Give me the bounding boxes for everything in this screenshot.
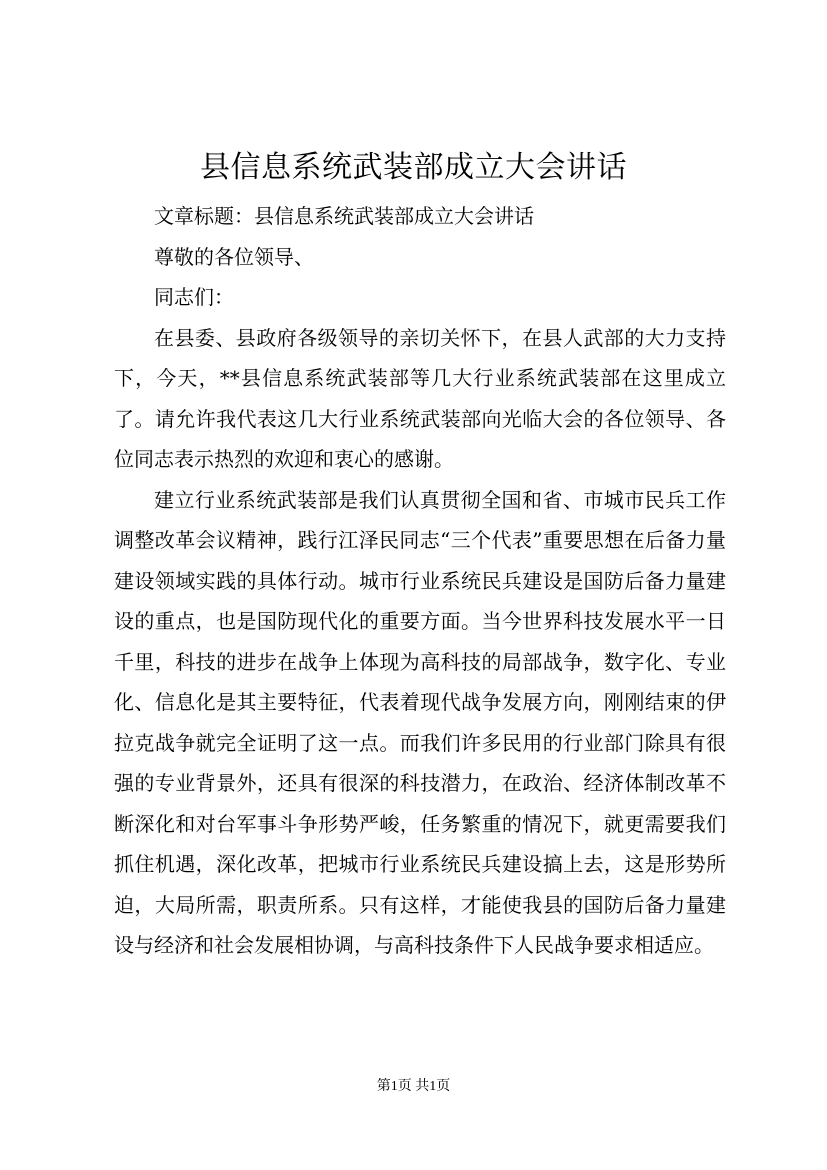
page-number-footer: 第1页 共1页	[376, 1079, 451, 1094]
document-title: 县信息系统武装部成立大会讲话	[200, 150, 627, 185]
paragraph-salutation-comrades: 同志们：	[154, 285, 234, 309]
paragraph-salutation: 尊敬的各位领导、	[154, 244, 314, 269]
document-body	[114, 196, 726, 966]
paragraph-main: 建立行业系统武装部是我们认真贯彻全国和省、市城市民兵工作调整改革会议精神，践行江泽民同志“三个代表”重要思想在后备力量建设领域实践的具体行动。城市行业系统民兵建设是国防后备力量建设的重点，也是国防现代化的重要方面。当今世界科技发展水平一日千里，科技的进步在战争上体现为高科技的局部战争，数字化、专业化、信息化是其主要特征，代表着现代战争发展方向，刚刚结束的伊拉克战争就完全证明了这一点。而我们许多民用的行业部门除具有很强的专业背景外，还具有很深的科技潜力，在政治、经济体制改革不断深化和对台军事斗争形势严峻，任务繁重的情况下，就更需要我们抓住机遇，深化改革，把城市行业系统民兵建设搞上去，这是形势所迫，大局所需，职责所系。只有这样，才能使我县的国防后备力量建设与经济和社会发展相协调，与高科技条件下人民战争要求相适应。	[114, 487, 726, 957]
paragraph-article-title: 文章标题：县信息系统武装部成立大会讲话	[154, 204, 534, 228]
paragraph-opening: 在县委、县政府各级领导的亲切关怀下，在县人武部的大力支持下，今天，**县信息系统武装部等几大行业系统武装部在这里成立了。请允许我代表这几大行业系统武装部向光临大会的各位领导、各位同志表示热烈的欢迎和衷心的感谢。	[114, 325, 726, 471]
